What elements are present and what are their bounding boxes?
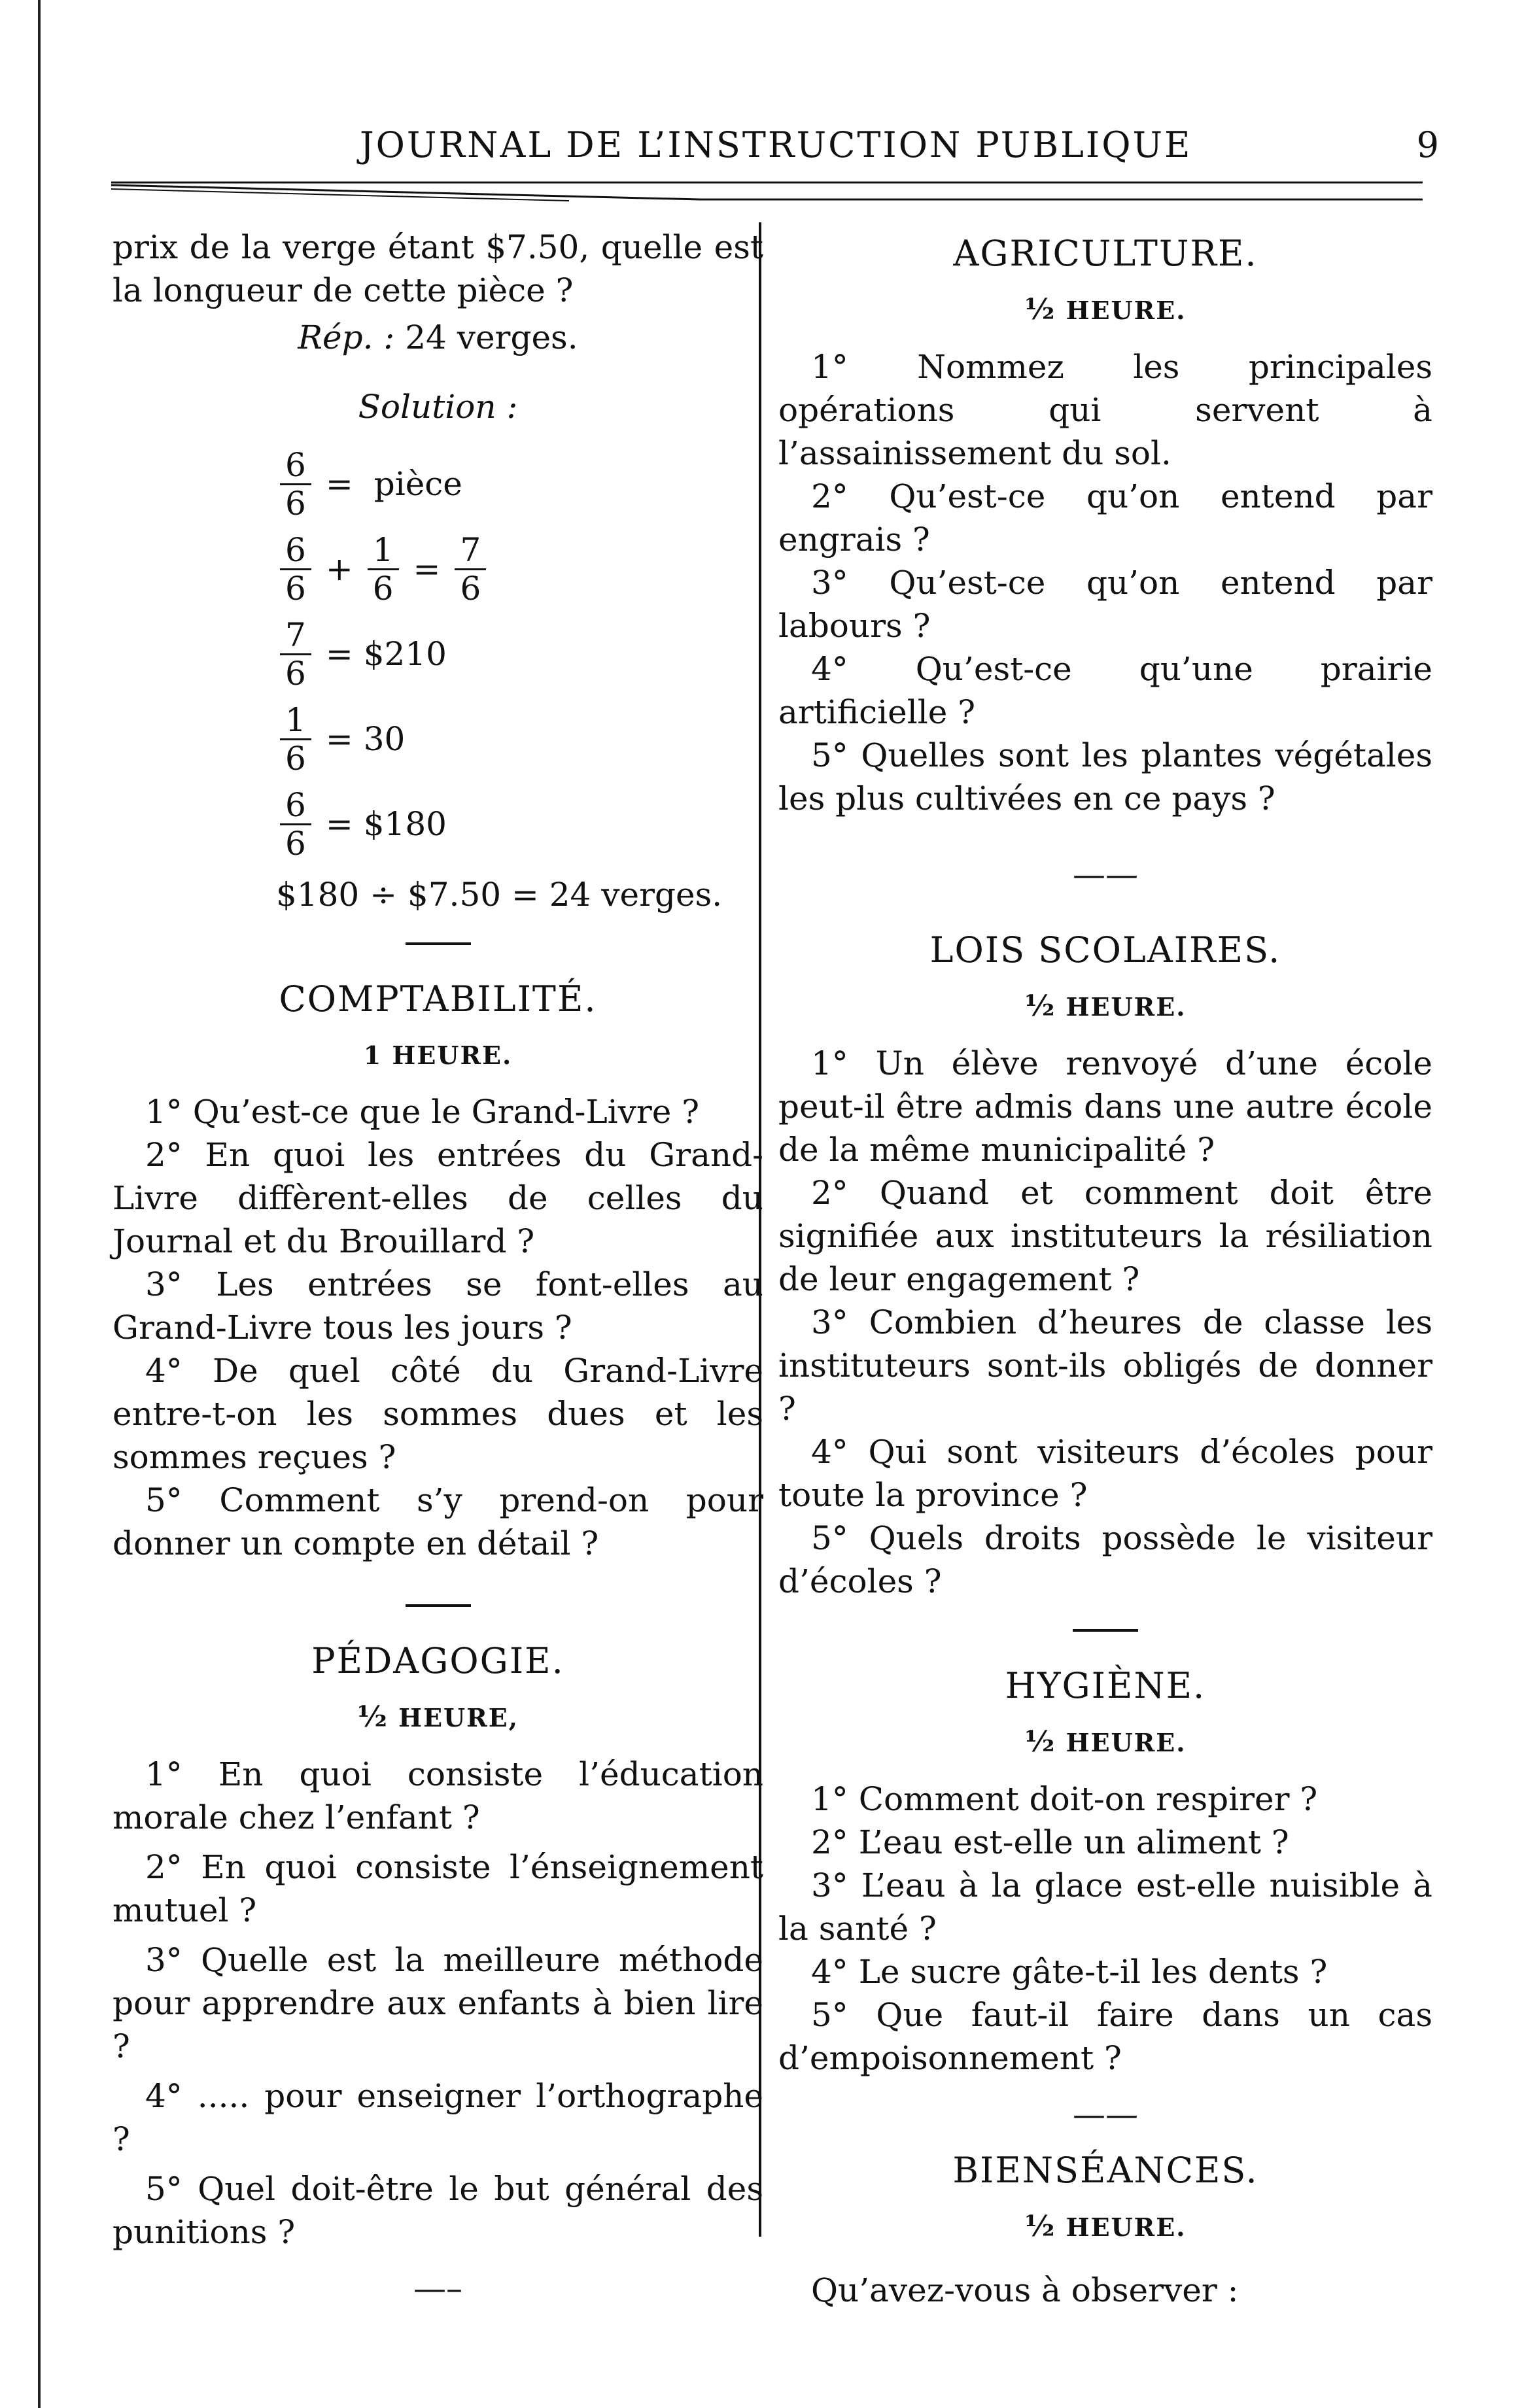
fraction: $\frac{1}{6}$ <box>280 702 311 777</box>
page-edge-line <box>38 0 41 2408</box>
end-mark: —– <box>413 2269 462 2307</box>
section-heading-agriculture: AGRICULTURE. <box>953 233 1258 274</box>
duration-bienseances: ½ HEURE. <box>1024 2210 1187 2243</box>
section-heading-bienseances: BIENSÉANCES. <box>952 2150 1258 2191</box>
header-rule <box>111 180 1423 203</box>
question-item: 4° Le sucre gâte-t-il les dents ? <box>811 1953 1328 1991</box>
question-item: 3° Qu’est-ce qu’on entend par labours ? <box>778 564 1432 645</box>
solution-math <box>113 441 763 916</box>
duration-comptabilite: 1 HEURE. <box>363 1041 513 1070</box>
fraction: $\frac{6}{6}$ <box>280 532 311 607</box>
question-item: 3° Quelle est la meilleure méthode pour apprendre aux enfants à bien lire ? <box>113 1941 763 2065</box>
question-item: 4° Qu’est-ce qu’une prairie artificielle ? <box>778 650 1432 731</box>
duration-hygiene: ½ HEURE. <box>1024 1725 1187 1759</box>
page-header <box>111 124 1439 183</box>
question-item: 3° L’eau à la glace est-elle nuisible à la santé ? <box>778 1866 1432 1948</box>
section-separator: —— <box>1073 855 1138 893</box>
math-line-1: $\frac{6}{6}$ = pièce <box>113 441 763 526</box>
question-item: 5° Comment s’y prend-on pour donner un compte en détail ? <box>113 1481 763 1562</box>
section-heading-hygiene: HYGIÈNE. <box>1005 1665 1206 1706</box>
question-item: 1° En quoi consiste l’éducation morale chez l’enfant ? <box>113 1755 763 1836</box>
math-line-2: $\frac{6}{6}$ + $\frac{1}{6}$ = $\frac{7}{6}$ <box>113 526 763 611</box>
fraction: $\frac{7}{6}$ <box>280 617 311 692</box>
question-item: 5° Que faut-il faire dans un cas d’empoisonnement ? <box>778 1996 1432 2077</box>
bienseances-intro: Qu’avez-vous à observer : <box>811 2271 1239 2309</box>
question-item: 1° Comment doit-on respirer ? <box>811 1780 1318 1818</box>
solution-label: Solution : <box>358 388 518 426</box>
fraction: $\frac{6}{6}$ <box>280 787 311 862</box>
question-item: 2° Qu’est-ce qu’on entend par engrais ? <box>778 477 1432 559</box>
section-heading-comptabilite: COMPTABILITÉ. <box>279 978 597 1020</box>
fraction: $\frac{7}{6}$ <box>455 532 486 607</box>
section-heading-pedagogie: PÉDAGOGIE. <box>311 1640 564 1681</box>
page-number: 9 <box>1416 124 1439 165</box>
section-rule <box>406 942 471 945</box>
question-item: 5° Quelles sont les plantes végétales les plus cultivées en ce pays ? <box>778 736 1432 817</box>
question-item: 2° En quoi consiste l’énseignement mutuel ? <box>113 1848 763 1929</box>
math-line-5: $\frac{6}{6}$ = $180 <box>113 782 763 867</box>
fraction: $\frac{6}{6}$ <box>280 447 311 522</box>
question-item: 1° Nommez les principales opérations qui servent à l’assainissement du sol. <box>778 348 1432 472</box>
question-item: 4° ..... pour enseigner l’orthographe ? <box>113 2077 763 2158</box>
problem-continuation: prix de la verge étant $7.50, quelle est la longueur de cette pièce ? <box>113 228 763 309</box>
question-item: 5° Quels droits possède le visiteur d’écoles ? <box>778 1519 1432 1600</box>
answer-value: 24 verges. <box>405 318 578 356</box>
question-item: 1° Un élève renvoyé d’une école peut-il être admis dans une autre école de la même municipalité ? <box>778 1044 1432 1169</box>
math-line-4: $\frac{1}{6}$ = 30 <box>113 697 763 782</box>
question-item: 5° Quel doit-être le but général des punitions ? <box>113 2170 763 2251</box>
right-column <box>778 226 1432 2312</box>
section-separator: —— <box>1073 2095 1138 2133</box>
answer-line <box>113 316 763 359</box>
left-column <box>113 226 763 2310</box>
section-rule <box>1073 1629 1138 1632</box>
question-item: 1° Qu’est-ce que le Grand-Livre ? <box>145 1093 700 1131</box>
duration-lois: ½ HEURE. <box>1024 989 1187 1023</box>
answer-label: Rép. : <box>298 318 395 356</box>
journal-title: JOURNAL DE L’INSTRUCTION PUBLIQUE <box>360 124 1192 165</box>
duration-agriculture: ½ HEURE. <box>1024 293 1187 326</box>
math-final: $180 ÷ $7.50 = 24 verges. <box>276 876 723 914</box>
section-rule <box>406 1604 471 1607</box>
question-item: 3° Les entrées se font-elles au Grand-Livre tous les jours ? <box>113 1265 763 1347</box>
question-item: 2° L’eau est-elle un aliment ? <box>811 1823 1289 1861</box>
question-item: 2° En quoi les entrées du Grand-Livre diffèrent-elles de celles du Journal et du Brouillard ? <box>113 1136 763 1260</box>
duration-pedagogie: ½ HEURE, <box>357 1700 519 1734</box>
fraction: $\frac{1}{6}$ <box>368 532 399 607</box>
question-item: 4° De quel côté du Grand-Livre entre-t-on les sommes dues et les sommes reçues ? <box>113 1352 763 1476</box>
question-item: 4° Qui sont visiteurs d’écoles pour toute la province ? <box>778 1433 1432 1514</box>
question-item: 3° Combien d’heures de classe les instituteurs sont-ils obligés de donner ? <box>778 1303 1432 1428</box>
question-item: 2° Quand et comment doit être signifiée aux instituteurs la résiliation de leur engagement ? <box>778 1174 1432 1298</box>
section-heading-lois: LOIS SCOLAIRES. <box>929 929 1281 971</box>
math-line-3: $\frac{7}{6}$ = $210 <box>113 611 763 697</box>
